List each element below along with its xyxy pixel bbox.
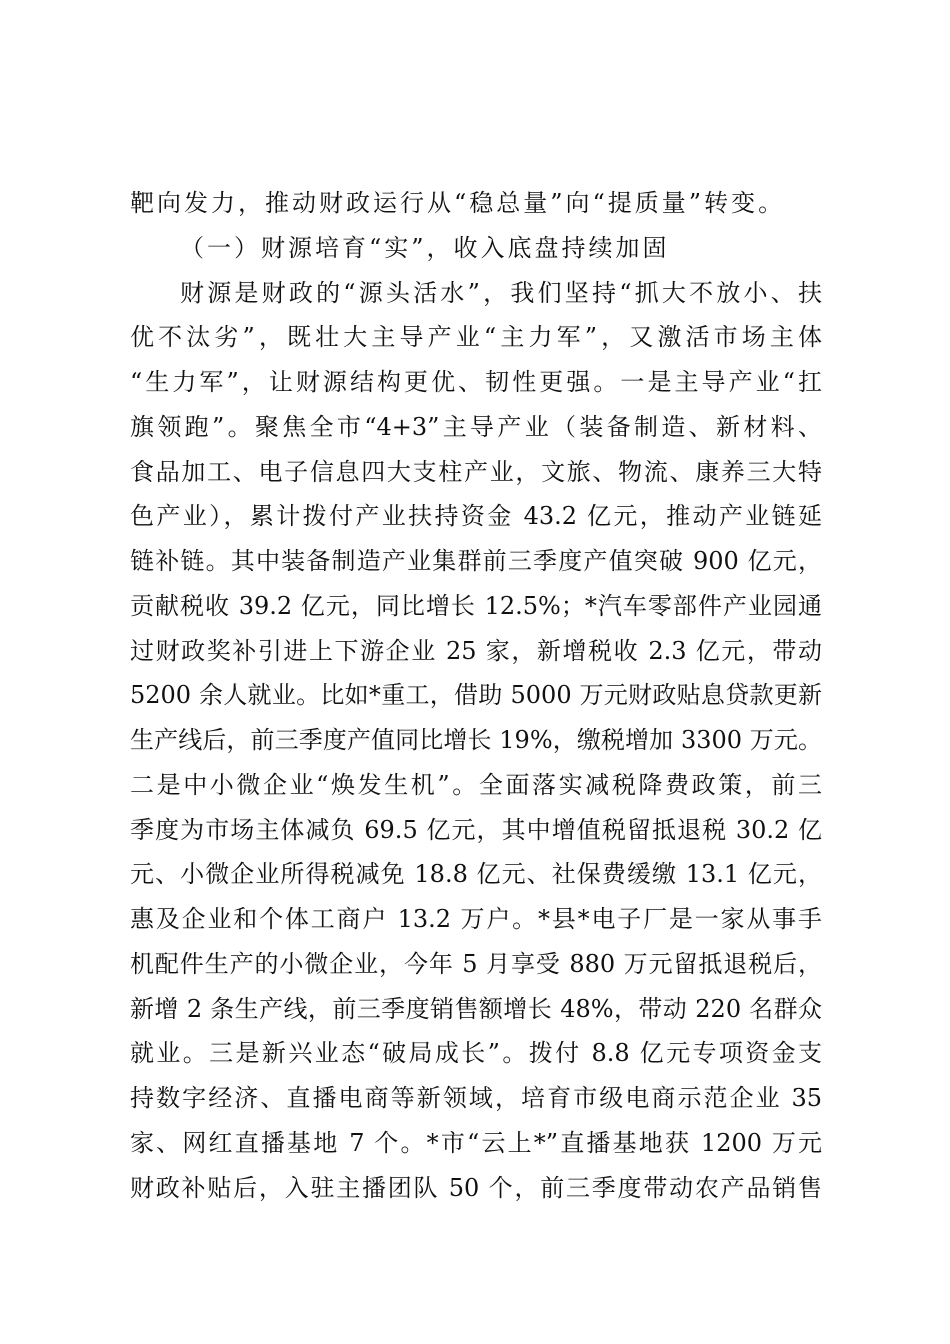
text-line: 贡献税收 39.2 亿元，同比增长 12.5%；*汽车零部件产业园通 [130,591,822,620]
text-line: 5200 余人就业。比如*重工，借助 5000 万元财政贴息贷款更新 [130,681,822,710]
text-line: 就业。三是新兴业态“破局成长”。拨付 8.8 亿元专项资金支 [130,1039,822,1068]
text-line: “生力军”，让财源结构更优、韧性更强。一是主导产业“扛 [130,368,822,396]
text-line: 季度为市场主体减负 69.5 亿元，其中增值税留抵退税 30.2 亿 [130,815,822,844]
text-line: 食品加工、电子信息四大支柱产业，文旅、物流、康养三大特 [130,457,822,486]
text-line: 财源是财政的“源头活水”，我们坚持“抓大不放小、扶 [180,278,822,307]
text-line: 色产业），累计拨付产业扶持资金 43.2 亿元，推动产业链延 [130,502,822,531]
text-line: 新增 2 条生产线，前三季度销售额增长 48%，带动 220 名群众 [130,994,822,1023]
text-line: 旗领跑”。聚焦全市“4+3”主导产业（装备制造、新材料、 [130,412,822,441]
text-line: 靶向发力，推动财政运行从“稳总量”向“提质量”转变。 [130,189,786,217]
text-line: 惠及企业和个体工商户 13.2 万户。*县*电子厂是一家从事手 [130,905,822,933]
text-line: 过财政奖补引进上下游企业 25 家，新增税收 2.3 亿元，带动 [130,636,822,665]
text-line: 元、小微企业所得税减免 18.8 亿元、社保费缓缴 13.1 亿元， [130,860,822,889]
text-line: 链补链。其中装备制造产业集群前三季度产值突破 900 亿元， [130,547,822,575]
text-line: 优不汰劣”，既壮大主导产业“主力军”，又激活市场主体 [130,323,822,352]
text-line: 财政补贴后，入驻主播团队 50 个，前三季度带动农产品销售 [130,1173,822,1202]
text-line: 生产线后，前三季度产值同比增长 19%，缴税增加 3300 万元。 [130,726,822,754]
text-line: 持数字经济、直播电商等新领域，培育市级电商示范企业 35 [130,1084,822,1112]
text-line: 机配件生产的小微企业，今年 5 月享受 880 万元留抵退税后， [130,949,822,978]
text-line: 二是中小微企业“焕发生机”。全面落实减税降费政策，前三 [130,770,822,799]
section-heading: （一）财源培育“实”，收入底盘持续加固 [180,233,670,262]
document-page [130,181,822,1210]
text-line: 家、网红直播基地 7 个。*市“云上*”直播基地获 1200 万元 [130,1128,822,1157]
